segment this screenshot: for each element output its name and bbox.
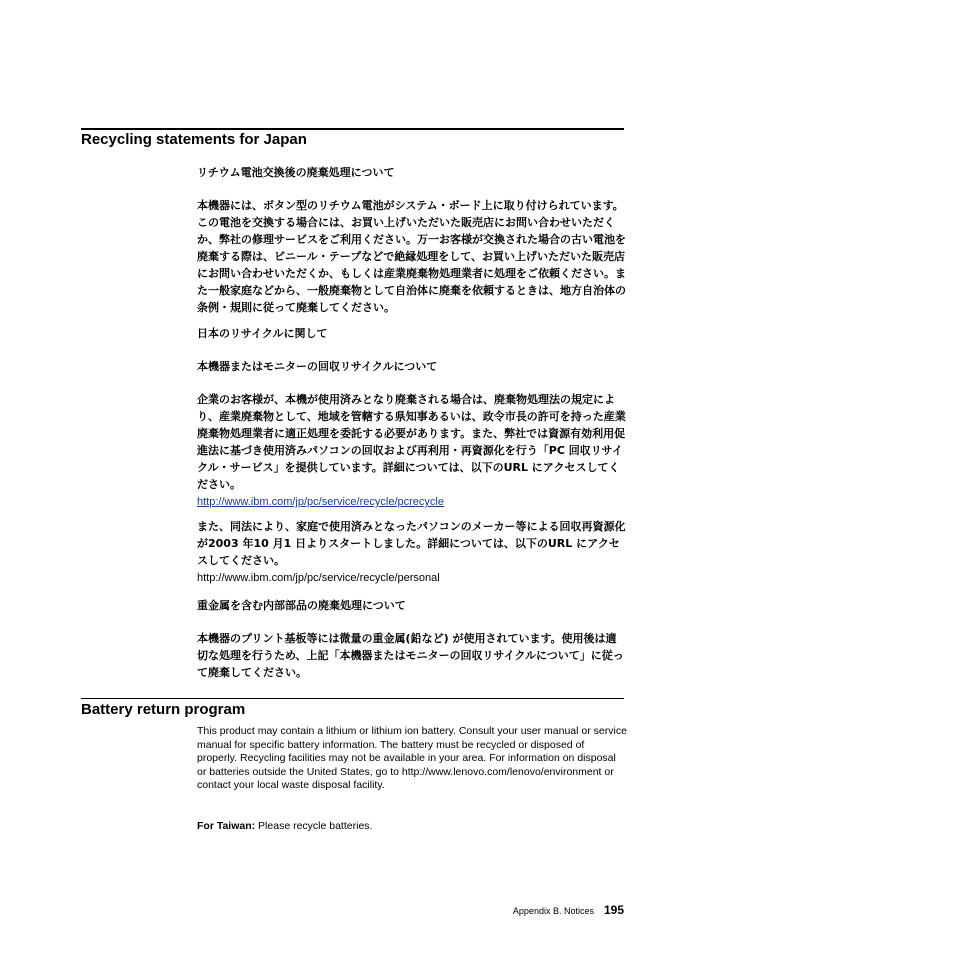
section-rule-japan: [81, 128, 624, 130]
taiwan-text: Please recycle batteries.: [255, 820, 373, 832]
jp-monitor-recycling-title: 本機器またはモニターの回収リサイクルについて: [197, 360, 438, 373]
jp-recycling-title: 日本のリサイクルに関して: [197, 327, 328, 340]
jp-corporate-recycling-text: 企業のお客様が、本機が使用済みとなり廃棄される場合は、廃棄物処理法の規定により、産業廃棄物として、地域を管轄する県知事あるいは、政令市長の許可を持った産業廃棄物処理業者に適正処理を委託する必要があります。また、弊社では資源有効利用促進法に基づき使用済みパソコンの回収および再利用・再資源化を行う「PC 回収リサイクル・サービス」を提供しています。詳細については、以下のURL にアクセスしてください。: [197, 393, 626, 491]
page-number: 195: [603, 903, 624, 917]
jp-household-recycling-body: [197, 518, 627, 587]
pcrecycle-link[interactable]: http://www.ibm.com/jp/pc/service/recycle/pcrecycle: [197, 496, 444, 508]
taiwan-label: For Taiwan:: [197, 820, 256, 832]
section-rule-battery: [81, 698, 624, 699]
page-footer: [513, 901, 624, 919]
jp-battery-disposal-title: リチウム電池交換後の廃棄処理について: [197, 166, 395, 179]
heading-battery-return: Battery return program: [81, 701, 246, 718]
jp-heavy-metal-body: 本機器のプリント基板等には微量の重金属(鉛など) が使用されています。使用後は適切な処理を行うため、上記「本機器またはモニターの回収リサイクルについて」に従って廃棄してください。: [197, 632, 624, 679]
heading-recycling-japan: Recycling statements for Japan: [81, 131, 307, 148]
personal-recycle-url: http://www.ibm.com/jp/pc/service/recycle/personal: [197, 572, 440, 584]
jp-heavy-metal-title: 重金属を含む内部部品の廃棄処理について: [197, 599, 406, 612]
footer-section-label: Appendix B. Notices: [512, 906, 594, 916]
taiwan-note: [197, 820, 627, 834]
battery-return-body: This product may contain a lithium or lithium ion battery. Consult your user manual or service manual for specific battery information. The battery must be recycled or disposed of properly. Recycling facilities may not be available in your area. For information on disposal or batteries outside the United States, go to http://www.lenovo.com/lenovo/environment or contact your local waste disposal facility.: [197, 725, 627, 792]
jp-battery-disposal-body: 本機器には、ボタン型のリチウム電池がシステム・ボード上に取り付けられています。この電池を交換する場合には、お買い上げいただいた販売店にお問い合わせいただくか、弊社の修理サービスをご利用ください。万一お客様が交換された場合の古い電池を廃棄する際は、ビニール・テープなどで絶縁処理をして、お買い上げいただいた販売店にお問い合わせいただくか、もしくは産業廃棄物処理業者に処理をご依頼ください。また一般家庭などから、一般廃棄物として自治体に廃棄を依頼するときは、地方自治体の条例・規則に従って廃棄してください。: [197, 199, 626, 314]
jp-corporate-recycling-body: [197, 391, 627, 511]
jp-household-recycling-text: また、同法により、家庭で使用済みとなったパソコンのメーカー等による回収再資源化が2003 年10 月1 日よりスタートしました。詳細については、以下のURL にアクセスしてください。: [197, 520, 626, 567]
